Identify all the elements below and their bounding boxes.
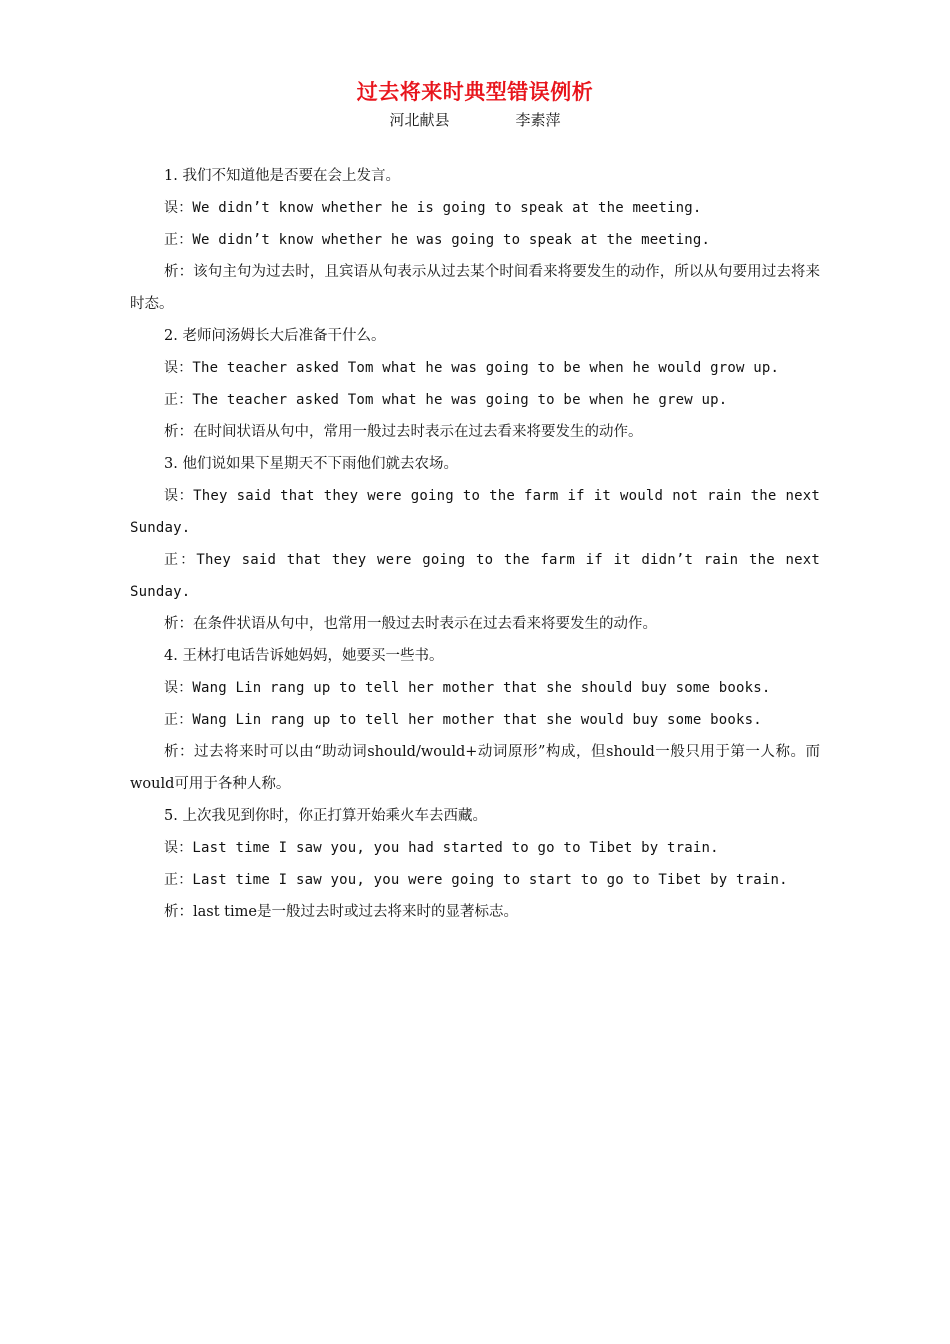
question-text: 2. 老师问汤姆长大后准备干什么。 bbox=[164, 328, 386, 344]
correct-sentence: 正：The teacher asked Tom what he was going to be when he grew up. bbox=[164, 392, 728, 408]
document-page bbox=[130, 76, 820, 928]
example-item-1 bbox=[130, 160, 820, 320]
author-place: 河北献县 bbox=[389, 111, 450, 129]
question-text: 5. 上次我见到你时，你正打算开始乘火车去西藏。 bbox=[164, 808, 487, 824]
example-item-4 bbox=[130, 640, 820, 800]
analysis-text: 析：过去将来时可以由“助动词should/would+动词原形”构成，但should一般只用于第一人称。而would可用于各种人称。 bbox=[130, 744, 820, 792]
correct-sentence: 正：They said that they were going to the farm if it didn’t rain the next Sunday. bbox=[130, 552, 820, 600]
wrong-sentence: 误：The teacher asked Tom what he was going to be when he would grow up. bbox=[164, 360, 780, 376]
byline bbox=[130, 108, 820, 132]
wrong-sentence: 误：They said that they were going to the farm if it would not rain the next Sunday. bbox=[130, 488, 820, 536]
analysis-text: 析：在时间状语从句中，常用一般过去时表示在过去看来将要发生的动作。 bbox=[164, 424, 643, 440]
wrong-sentence: 误：Last time I saw you, you had started to go to Tibet by train. bbox=[164, 840, 719, 856]
wrong-sentence: 误：We didn’t know whether he is going to speak at the meeting. bbox=[164, 200, 702, 216]
correct-sentence: 正：Last time I saw you, you were going to start to go to Tibet by train. bbox=[164, 872, 788, 888]
question-text: 3. 他们说如果下星期天不下雨他们就去农场。 bbox=[164, 456, 458, 472]
example-item-2 bbox=[130, 320, 820, 448]
example-item-3 bbox=[130, 448, 820, 640]
wrong-sentence: 误：Wang Lin rang up to tell her mother that she should buy some books. bbox=[164, 680, 771, 696]
document-title: 过去将来时典型错误例析 bbox=[356, 79, 594, 104]
analysis-text: 析：last time是一般过去时或过去将来时的显著标志。 bbox=[164, 904, 518, 920]
analysis-text: 析：在条件状语从句中，也常用一般过去时表示在过去看来将要发生的动作。 bbox=[164, 616, 657, 632]
analysis-text: 析：该句主句为过去时，且宾语从句表示从过去某个时间看来将要发生的动作，所以从句要用过去将来时态。 bbox=[130, 264, 820, 312]
correct-sentence: 正：Wang Lin rang up to tell her mother that she would buy some books. bbox=[164, 712, 762, 728]
example-item-5 bbox=[130, 800, 820, 928]
author-name: 李素萍 bbox=[515, 111, 561, 129]
question-text: 1. 我们不知道他是否要在会上发言。 bbox=[164, 168, 400, 184]
correct-sentence: 正：We didn’t know whether he was going to speak at the meeting. bbox=[164, 232, 711, 248]
question-text: 4. 王林打电话告诉她妈妈，她要买一些书。 bbox=[164, 648, 444, 664]
